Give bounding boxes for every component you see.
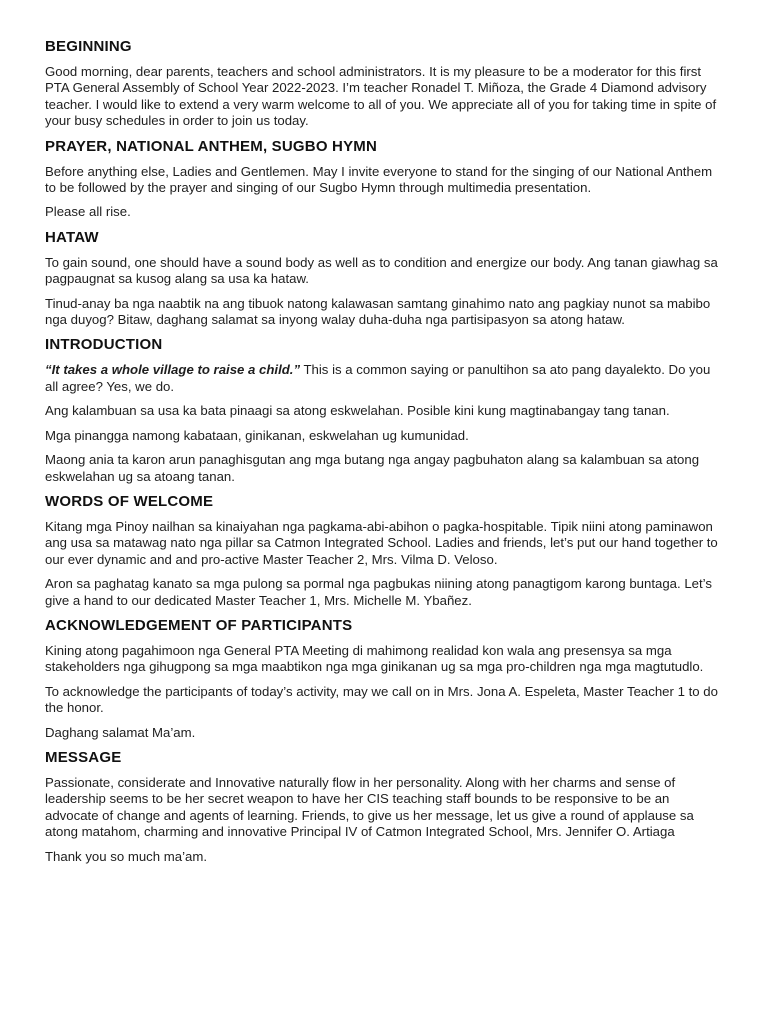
- paragraph: To gain sound, one should have a sound body as well as to condition and energize our body. Ang tanan giawhag sa pagpaugnat sa kusog alang sa usa ka hataw.: [45, 254, 718, 287]
- paragraph: Passionate, considerate and Innovative naturally flow in her personality. Along with her charms and sense of leadership seems to be her secret weapon to have her CIS teaching staff bounds to be responsive to be an advocate of change and agents of learning. Friends, to give us her message, let us give a round of applause sa atong matahom, charming and innovative Principal IV of Catmon Integrated School, Mrs. Jennifer O. Artiaga: [45, 774, 694, 840]
- section-words-of-welcome: [45, 493, 724, 609]
- paragraph: Tinud-anay ba nga naabtik na ang tibuok natong kalawasan samtang ginahimo nato ang pagkiay nunot sa mabibo nga duyog? Bitaw, daghang salamat sa inyong walay duha-duha nga partisipasyon sa atong hataw.: [45, 295, 711, 328]
- intro-paragraph: [45, 362, 724, 395]
- section-heading: INTRODUCTION: [45, 336, 163, 354]
- paragraph: Ang kalambuan sa usa ka bata pinaagi sa atong eskwelahan. Posible kini kung magtinabangay tang tanan.: [45, 403, 670, 419]
- section-acknowledgement: [45, 617, 724, 741]
- section-introduction: [45, 336, 724, 484]
- intro-quote: “It takes a whole village to raise a child.”: [45, 362, 301, 378]
- section-heading: HATAW: [45, 228, 99, 246]
- intro-rest: This is a common saying or panultihon sa ato pang dayalekto. Do you all agree? Yes, we do.: [45, 362, 711, 394]
- section-heading: ACKNOWLEDGEMENT OF PARTICIPANTS: [45, 616, 353, 634]
- section-hataw: [45, 229, 724, 329]
- paragraph: Kitang mga Pinoy nailhan sa kinaiyahan nga pagkama-abi-abihon o pagka-hospitable. Tipik niini atong paminawon ang usa sa matawag nato nga pillar sa Catmon Integrated School. Ladies and friends, let’s put our hand together to our ever dynamic and and pro-active Master Teacher 2, Mrs. Vilma D. Veloso.: [45, 518, 718, 567]
- section-heading: WORDS OF WELCOME: [45, 492, 214, 510]
- paragraph: Before anything else, Ladies and Gentlemen. May I invite everyone to stand for the singing of our National Anthem to be followed by the prayer and singing of our Sugbo Hymn through multimedia presentation.: [45, 163, 713, 196]
- section-heading: MESSAGE: [45, 748, 122, 766]
- section-prayer: [45, 138, 724, 221]
- section-beginning: [45, 38, 724, 130]
- paragraph: Please all rise.: [45, 204, 131, 220]
- section-message: [45, 749, 724, 865]
- paragraph: To acknowledge the participants of today’s activity, may we call on in Mrs. Jona A. Espeleta, Master Teacher 1 to do the honor.: [45, 683, 718, 716]
- paragraph: Daghang salamat Ma’am.: [45, 724, 196, 740]
- paragraph: Aron sa paghatag kanato sa mga pulong sa pormal nga pagbukas niining atong panagtigom karong buntaga. Let’s give a hand to our dedicated Master Teacher 1, Mrs. Michelle M. Ybañez.: [45, 576, 712, 608]
- paragraph: Good morning, dear parents, teachers and school administrators. It is my pleasure to be a moderator for this first PTA General Assembly of School Year 2022-2023. I’m teacher Ronadel T. Miñoza, the Grade 4 Diamond advisory teacher. I would like to extend a very warm welcome to all of you. We appreciate all of you for taking time in spite of your busy schedules in order to join us today.: [45, 64, 717, 129]
- section-heading: PRAYER, NATIONAL ANTHEM, SUGBO HYMN: [45, 137, 378, 155]
- section-heading: BEGINNING: [45, 38, 132, 55]
- paragraph: Mga pinangga namong kabataan, ginikanan, eskwelahan ug kumunidad.: [45, 427, 469, 443]
- paragraph: Maong ania ta karon arun panaghisgutan ang mga butang nga angay pagbuhaton alang sa kalambuan sa atong eskwelahan ug sa atoang tanan.: [45, 452, 700, 484]
- paragraph: Thank you so much ma’am.: [45, 848, 207, 864]
- paragraph: Kining atong pagahimoon nga General PTA Meeting di mahimong realidad kon wala ang presensya sa mga stakeholders nga gihugpong sa mga maabtikon nga mga ginikanan ug sa mga pro-children nga mga magtutudlo.: [45, 642, 704, 675]
